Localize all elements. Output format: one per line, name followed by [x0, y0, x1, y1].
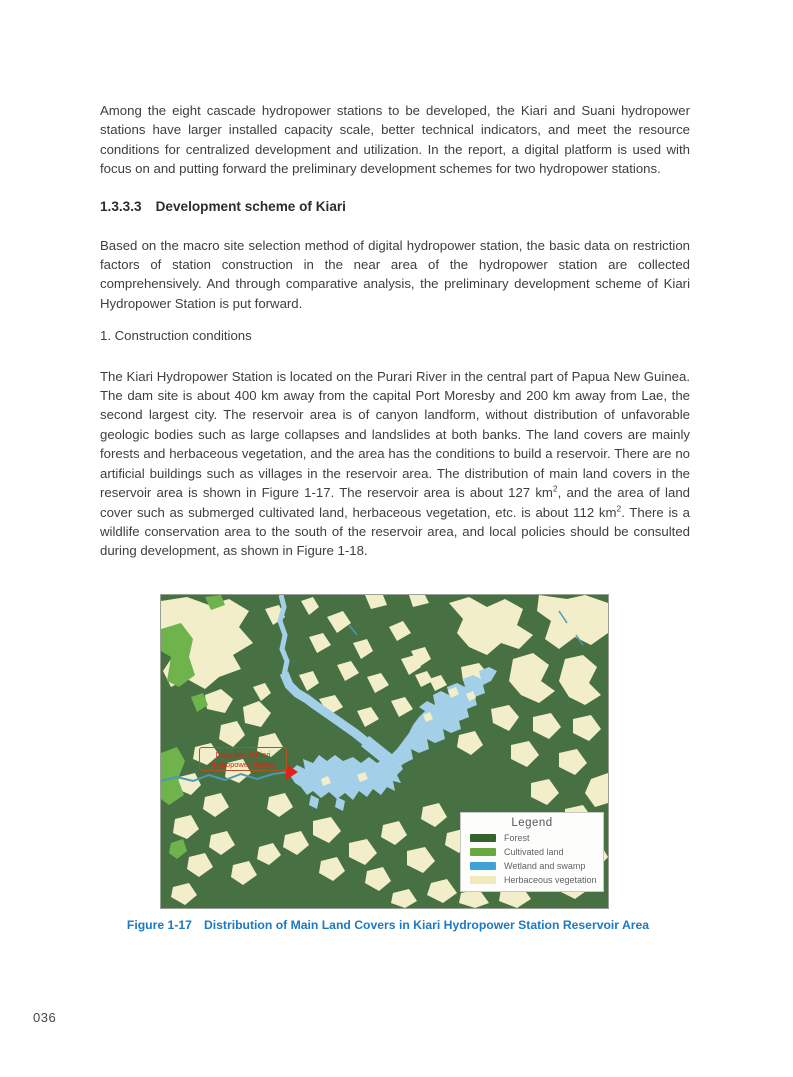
legend-label: Forest	[504, 832, 530, 843]
dam-site-annotation	[199, 747, 287, 771]
legend-item-forest	[470, 833, 603, 843]
wetland-swamp-swatch-icon	[470, 862, 496, 870]
superscript-km2: 2	[552, 483, 558, 494]
figure-caption	[86, 918, 690, 932]
dam-site-annotation-line2: Hydropower Station	[210, 759, 276, 769]
paragraph-construction-part1: The Kiari Hydropower Station is located on the Purari River in the central part of Papua New Guinea. The dam site is about 400 km away from the capital Port Moresby and 200 km away from Lae, the second largest city. The reservoir area is of canyon landform, without distribution of unfavorable geologic bodies such as large collapses and landslides at both banks. The land covers are mainly forests and herbaceous vegetation, and the area has the conditions to build a reservoir. There are no artificial buildings such as villages in the reservoir area. The distribution of main land covers in the reservoir area is shown in Figure 1-17. The reservoir area is about 127 km	[100, 368, 690, 501]
legend-item-wetland-swamp	[470, 861, 603, 871]
herbaceous-vegetation-swatch-icon	[470, 876, 496, 884]
paragraph-construction-part3: . There is a wildlife conservation area to the south of the reservoir area, and local policies should be consulted during development, as shown in Figure 1-18.	[100, 504, 690, 559]
figure-caption-text: Distribution of Main Land Covers in Kiari Hydropower Station Reservoir Area	[203, 917, 650, 932]
text-column	[100, 0, 690, 932]
legend-item-cultivated-land	[470, 847, 603, 857]
legend-label: Cultivated land	[504, 846, 564, 857]
dam-site-annotation-line1: Dam site of Kiari	[215, 749, 271, 759]
legend-item-herbaceous-vegetation	[470, 875, 603, 885]
subheading-construction-conditions: 1. Construction conditions	[100, 328, 252, 344]
map-legend	[460, 812, 604, 892]
section-number: 1.3.3.3	[100, 198, 142, 214]
legend-label: Wetland and swamp	[504, 860, 586, 871]
figure-1-17	[100, 594, 690, 932]
legend-label: Herbaceous vegetation	[504, 874, 597, 885]
superscript-km2: 2	[616, 503, 622, 514]
paragraph-construction-part2: , and the area of land cover such as submerged cultivated land, herbaceous vegetation, etc. is about 112 km	[100, 485, 690, 520]
section-heading	[100, 198, 690, 216]
page-number: 036	[33, 1010, 57, 1025]
paragraph-scheme: Based on the macro site selection method of digital hydropower station, the basic data on restriction factors of station construction in the near area of the hydropower station are collected comprehensively. And through comparative analysis, the preliminary development scheme of Kiari Hydropower Station is put forward.	[100, 237, 690, 311]
paragraph-construction	[100, 367, 690, 561]
cultivated-land-swatch-icon	[470, 848, 496, 856]
legend-title: Legend	[511, 816, 553, 829]
land-cover-map	[160, 594, 609, 909]
paragraph-intro: Among the eight cascade hydropower stations to be developed, the Kiari and Suani hydropower stations have larger installed capacity scale, better technical indicators, and meet the resource conditions for centralized development and utilization. In the report, a digital platform is used with focus on and putting forward the preliminary development schemes for two hydropower stations.	[100, 103, 690, 177]
figure-caption-label: Figure 1-17	[126, 917, 192, 932]
forest-swatch-icon	[470, 834, 496, 842]
section-title: Development scheme of Kiari	[155, 198, 346, 214]
